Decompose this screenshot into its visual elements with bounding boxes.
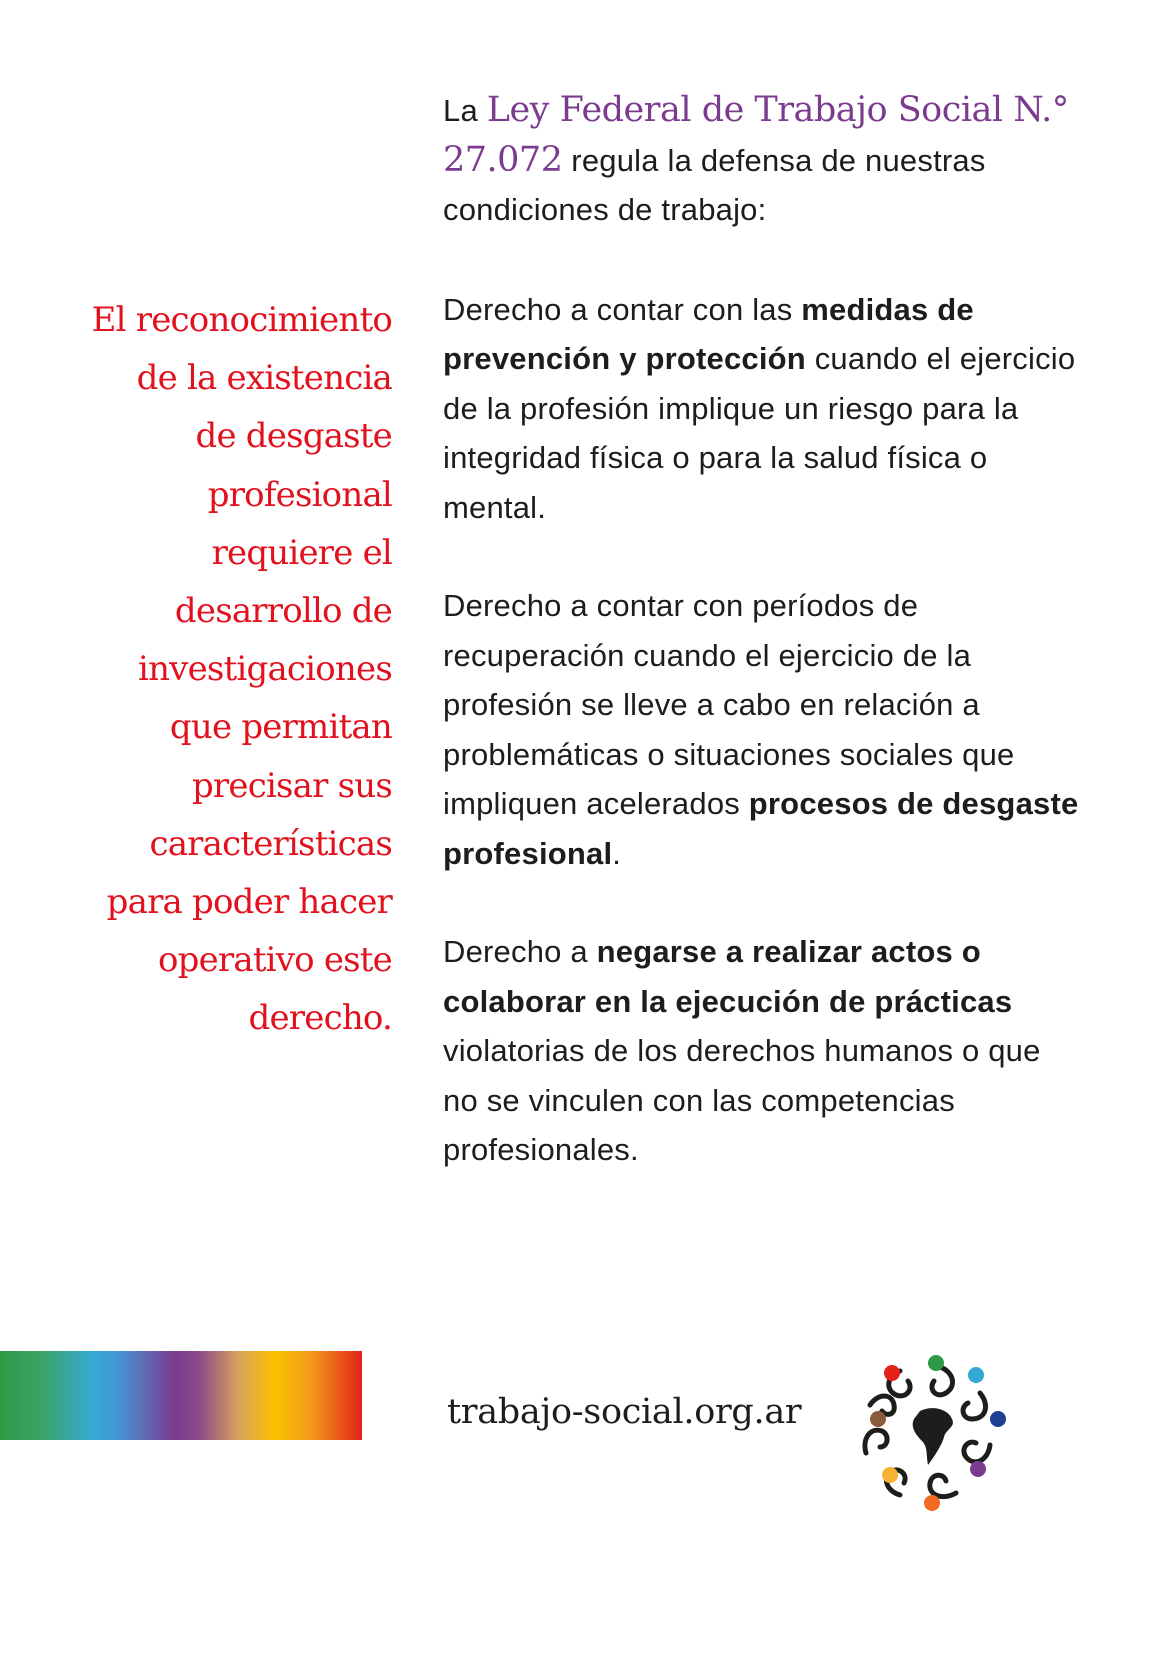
quote-line: investigaciones: [138, 649, 392, 690]
quote-line: requiere el: [211, 532, 392, 573]
right-3-text-end: violatorias de los derechos humanos o que no se vinculen con las competencias profesionales.: [443, 1033, 1041, 1167]
website-url[interactable]: trabajo-social.org.ar: [447, 1392, 802, 1432]
right-1-text-end: cuando el ejercicio de la profesión implique un riesgo para la integridad física o para la salud física o mental.: [443, 341, 1076, 525]
quote-line: de desgaste: [195, 416, 392, 457]
quote-line: operativo este: [157, 940, 392, 981]
right-paragraph-2: [443, 581, 1083, 878]
rainbow-gradient-bar: [0, 1351, 362, 1440]
quote-line: de la existencia: [136, 358, 392, 399]
intro-suffix: regula la defensa de nuestras condiciones de trabajo:: [443, 142, 986, 227]
quote-line: para poder hacer: [106, 882, 392, 923]
quote-line: desarrollo de: [174, 591, 392, 632]
right-3-text: Derecho a: [443, 934, 597, 969]
right-paragraph-1: [443, 285, 1083, 533]
right-2-text: Derecho a contar con períodos de recuperación cuando el ejercicio de la profesión se lleve a cabo en relación a problemáticas o situaciones sociales que impliquen acelerados: [443, 588, 1015, 821]
pull-quote: [40, 291, 392, 1048]
right-1-text: Derecho a contar con las: [443, 291, 802, 327]
quote-line: que permitan: [169, 707, 392, 748]
quote-line: profesional: [207, 474, 392, 515]
quote-line: características: [149, 823, 392, 864]
intro-prefix: La: [443, 93, 478, 128]
law-name: Ley Federal de Trabajo Social N.° 27.072: [443, 90, 1069, 180]
quote-line: El reconocimiento: [91, 300, 392, 340]
right-paragraph-3: [443, 927, 1083, 1175]
law-text-column: [443, 86, 1083, 1175]
right-2-text-end: .: [612, 835, 622, 871]
right-1-emphasis: medidas de prevención y protección: [443, 291, 974, 376]
organization-logo-icon: [848, 1353, 1008, 1513]
right-2-emphasis: procesos de desgaste profesional: [443, 786, 1079, 871]
quote-line: precisar sus: [191, 765, 392, 806]
intro-paragraph: [443, 86, 1083, 235]
right-3-emphasis: negarse a realizar actos o colaborar en la ejecución de prácticas: [443, 934, 1013, 1019]
quote-line: derecho.: [248, 998, 392, 1039]
